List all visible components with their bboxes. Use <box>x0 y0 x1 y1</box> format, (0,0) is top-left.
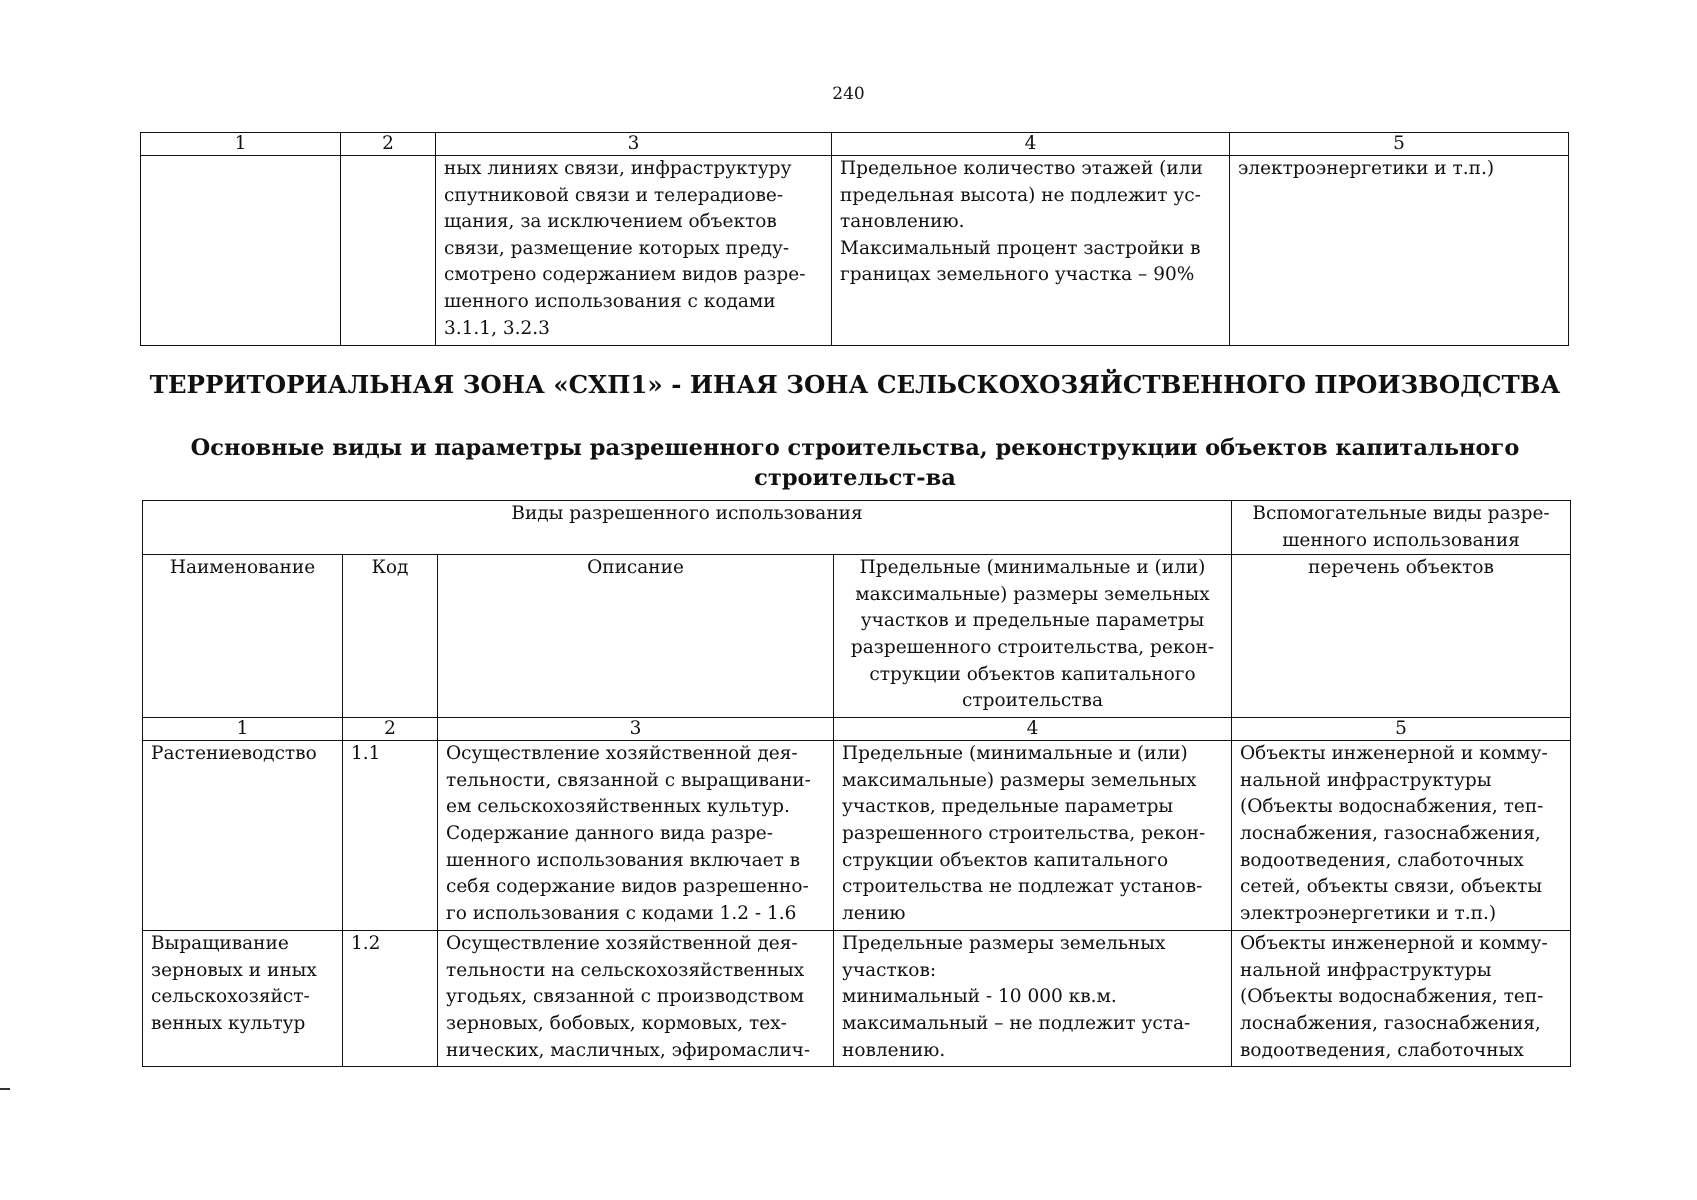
column-number: 2 <box>341 133 436 156</box>
cell-name <box>141 156 341 346</box>
column-number: 1 <box>141 133 341 156</box>
column-number: 4 <box>832 133 1230 156</box>
cell-auxiliary: Объекты инженерной и комму-нальной инфраструктуры (Объекты водоснабжения, теп-лоснабжения, газоснабжения, водоотведения, слаботочных <box>1232 931 1571 1067</box>
group-header: Виды разрешенного использования <box>143 501 1232 555</box>
cell-description: Осуществление хозяйственной дея-тельности, связанной с выращивани-ем сельскохозяйственных культур. Содержание данного вида разре-шенного использования включает в себя содержание видов разрешенно-го использования с кодами 1.2 - 1.6 <box>438 741 834 931</box>
table-row <box>141 156 1569 346</box>
column-number: 2 <box>343 718 438 741</box>
col-code-header: Код <box>343 555 438 718</box>
cell-description: ных линиях связи, инфраструктуру спутниковой связи и телерадиове-щания, за исключением объектов связи, размещение которых преду-смотрено содержанием видов разре-шенного использования с кодами 3.1.1, 3.2.3 <box>436 156 832 346</box>
table-row <box>143 931 1571 1067</box>
col-name-header: Наименование <box>143 555 343 718</box>
continued-table-number-row <box>141 133 1569 156</box>
number-row <box>143 718 1571 741</box>
scan-edge-mark <box>0 1088 10 1090</box>
column-number: 1 <box>143 718 343 741</box>
cell-name: Растениеводство <box>143 741 343 931</box>
continued-table <box>140 132 1569 346</box>
column-number: 5 <box>1232 718 1571 741</box>
section-title: Основные виды и параметры разрешенного строительства, реконструкции объектов капитального строительст-ва <box>190 435 1520 491</box>
cell-name: Выращивание зерновых и иных сельскохозяйст-венных культур <box>143 931 343 1067</box>
page-number: 240 <box>832 84 865 104</box>
column-number: 5 <box>1230 133 1569 156</box>
cell-auxiliary: Объекты инженерной и комму-нальной инфраструктуры (Объекты водоснабжения, теп-лоснабжения, газоснабжения, водоотведения, слаботочных сетей, объекты связи, объекты электроэнергетики и т.п.) <box>1232 741 1571 931</box>
col-limits-header: Предельные (минимальные и (или) максимальные) размеры земельных участков и предельные параметры разрешенного строительства, рекон-струкции объектов капитального строительства <box>834 555 1232 718</box>
cell-limits: Предельное количество этажей (или предельная высота) не подлежит ус-тановлению. Максимальный процент застройки в границах земельного участка – 90% <box>832 156 1230 346</box>
column-number: 3 <box>436 133 832 156</box>
cell-description: Осуществление хозяйственной дея-тельности на сельскохозяйственных угодьях, связанной с производством зерновых, бобовых, кормовых, тех-нических, масличных, эфиромаслич- <box>438 931 834 1067</box>
column-number: 4 <box>834 718 1232 741</box>
table-row <box>143 741 1571 931</box>
aux-header: Вспомогательные виды разре-шенного использования <box>1232 501 1571 555</box>
zone-title: ТЕРРИТОРИАЛЬНАЯ ЗОНА «СХП1» - ИНАЯ ЗОНА СЕЛЬСКОХОЗЯЙСТВЕННОГО ПРОИЗВОДСТВА <box>149 370 1561 399</box>
group-header-row <box>143 501 1571 555</box>
cell-limits: Предельные размеры земельных участков: минимальный - 10 000 кв.м. максимальный – не подлежит уста-новлению. <box>834 931 1232 1067</box>
main-table <box>142 500 1571 1067</box>
cell-auxiliary: электроэнергетики и т.п.) <box>1230 156 1569 346</box>
column-number: 3 <box>438 718 834 741</box>
col-aux-list-header: перечень объектов <box>1232 555 1571 718</box>
cell-limits: Предельные (минимальные и (или) максимальные) размеры земельных участков, предельные параметры разрешенного строительства, рекон-струкции объектов капитального строительства не подлежат установ-лению <box>834 741 1232 931</box>
column-header-row <box>143 555 1571 718</box>
cell-code <box>341 156 436 346</box>
col-description-header: Описание <box>438 555 834 718</box>
cell-code: 1.2 <box>343 931 438 1067</box>
cell-code: 1.1 <box>343 741 438 931</box>
